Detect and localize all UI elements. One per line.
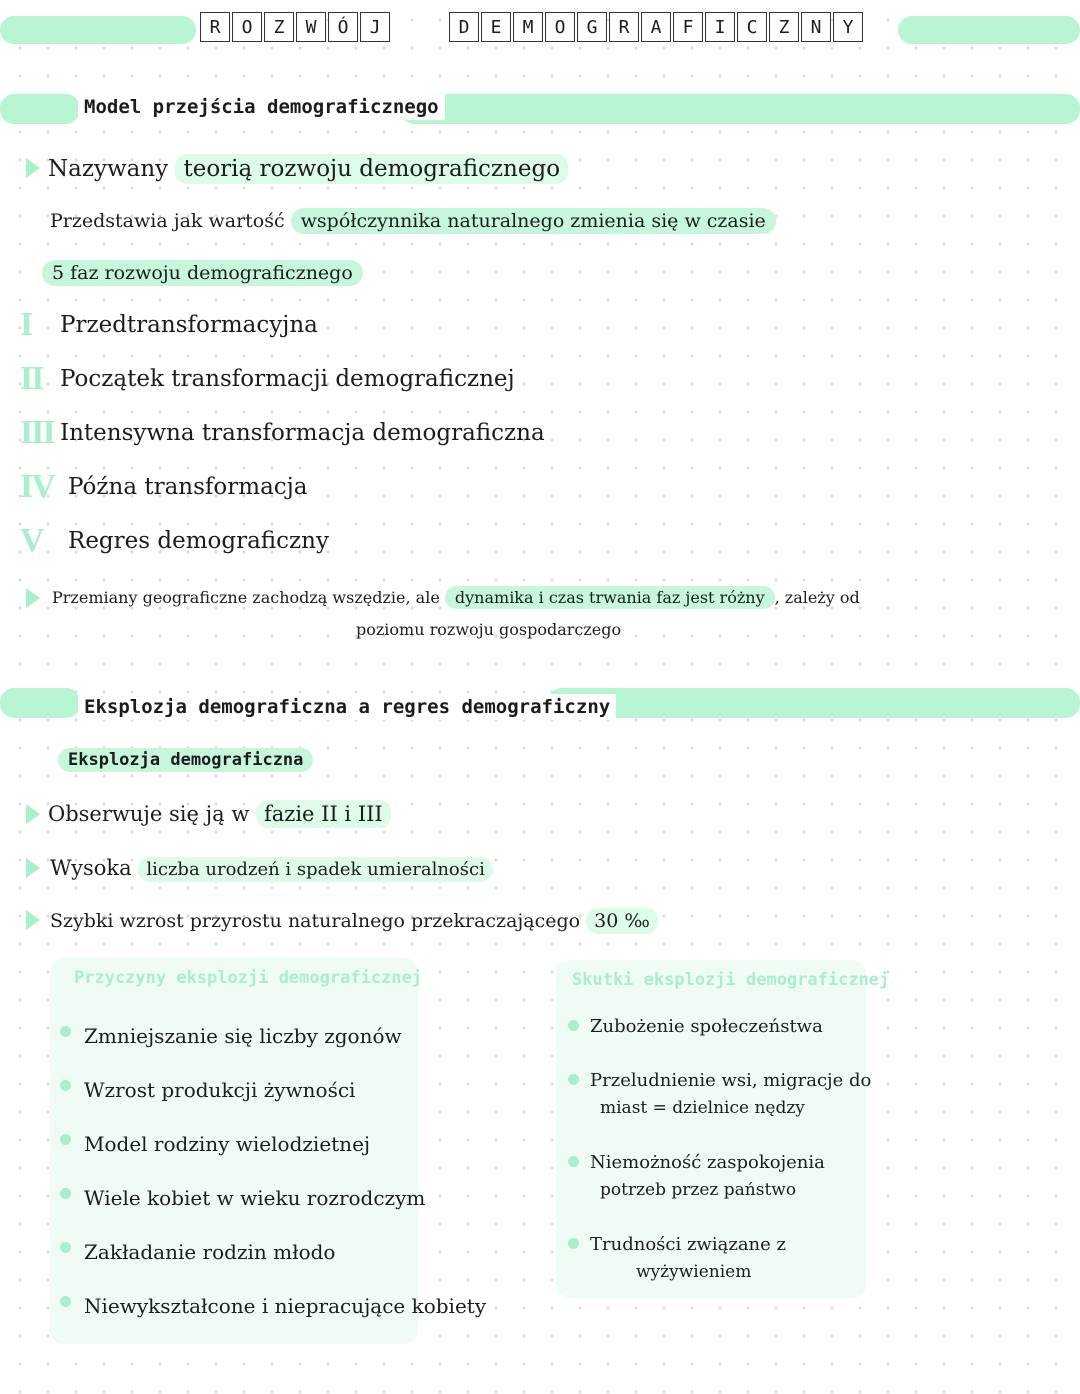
bullet-szybki <box>50 910 658 932</box>
bullet-wysoka-text: Wysoka <box>50 856 132 880</box>
bullet-dot-icon <box>60 1242 71 1253</box>
bullet-arrow-icon <box>26 910 40 930</box>
section2-bar-left <box>0 688 80 718</box>
bullet-obserwuje-highlight: fazie II i III <box>256 800 391 828</box>
cause-item: Model rodziny wielodzietnej <box>84 1132 371 1156</box>
bullet-obserwuje-text: Obserwuje się ją w <box>48 802 250 826</box>
section2-heading: Eksplozja demograficzna a regres demograficzny <box>78 694 616 720</box>
phase-label: Regres demograficzny <box>68 528 329 554</box>
section1-bar-left <box>0 94 80 124</box>
bullet-dot-icon <box>60 1080 71 1091</box>
title-letter-box: W <box>296 12 326 42</box>
bullet-dot-icon <box>568 1074 579 1085</box>
bullet-dot-icon <box>60 1188 71 1199</box>
note-end: , zależy od <box>774 588 860 607</box>
title-letter-box: M <box>513 12 543 42</box>
bullet-dot-icon <box>60 1134 71 1145</box>
bullet-dot-icon <box>60 1026 71 1037</box>
section1-bar-right <box>400 94 1080 124</box>
note-line2: poziomu rozwoju gospodarczego <box>356 620 622 639</box>
bullet-arrow-icon <box>26 588 40 608</box>
section2-bar-right <box>548 688 1080 718</box>
title-letter-box: D <box>449 12 479 42</box>
title-letter-box: Ó <box>328 12 358 42</box>
title-word-rozwoj <box>200 12 390 46</box>
title-letter-box: F <box>673 12 703 42</box>
title-letter-box: O <box>232 12 262 42</box>
effect-item-continued: wyżywieniem <box>636 1262 752 1282</box>
title-letter-box: I <box>705 12 735 42</box>
effect-item-continued: miast = dzielnice nędzy <box>600 1098 805 1118</box>
note-text: Przemiany geograficzne zachodzą wszędzie, ale <box>52 588 440 607</box>
phases-label-text: 5 faz rozwoju demograficznego <box>42 260 363 286</box>
phase-label: Późna transformacja <box>68 474 308 500</box>
cause-item: Zakładanie rodzin młodo <box>84 1240 336 1264</box>
cause-item: Wzrost produkcji żywności <box>84 1078 356 1102</box>
effect-item: Zubożenie społeczeństwa <box>590 1016 823 1037</box>
title-letter-box: Y <box>833 12 863 42</box>
title-letter-box: R <box>200 12 230 42</box>
bullet-arrow-icon <box>26 804 40 824</box>
phase-label: Intensywna transformacja demograficzna <box>60 420 545 446</box>
title-letter-box: A <box>641 12 671 42</box>
bullet-wysoka <box>50 856 493 880</box>
phases-label <box>42 262 363 284</box>
phase-number: V <box>20 522 43 559</box>
line-nazywany-highlight: teorią rozwoju demograficznego <box>175 154 568 184</box>
title-word-demograficzny <box>449 12 863 46</box>
title-letter-box: E <box>481 12 511 42</box>
bullet-dot-icon <box>568 1156 579 1167</box>
title-letter-box: C <box>737 12 767 42</box>
title-letter-box: G <box>577 12 607 42</box>
line-nazywany-text: Nazywany <box>48 156 169 182</box>
title-letter-box: J <box>360 12 390 42</box>
bullet-szybki-text: Szybki wzrost przyrostu naturalnego przekraczającego <box>50 910 581 932</box>
bullet-obserwuje <box>48 802 391 826</box>
note-highlight: dynamika i czas trwania faz jest różny <box>445 586 775 609</box>
bullet-wysoka-highlight: liczba urodzeń i spadek umieralności <box>138 857 493 882</box>
phase-number: I <box>20 306 32 343</box>
cause-item: Niewykształcone i niepracujące kobiety <box>84 1294 487 1318</box>
line-przedstawia <box>50 210 776 232</box>
effect-item: Przeludnienie wsi, migracje do <box>590 1070 872 1091</box>
sub-heading <box>58 750 313 770</box>
causes-title: Przyczyny eksplozji demograficznej <box>74 968 422 988</box>
bullet-szybki-highlight: 30 ‰ <box>586 908 658 934</box>
effects-title: Skutki eksplozji demograficznej <box>572 970 890 990</box>
title-letter-box: O <box>545 12 575 42</box>
title-letter-box: Z <box>264 12 294 42</box>
bullet-dot-icon <box>60 1296 71 1307</box>
effect-item-continued: potrzeb przez państwo <box>600 1180 797 1200</box>
phase-label: Początek transformacji demograficznej <box>60 366 515 392</box>
note-line1 <box>52 588 860 607</box>
bullet-dot-icon <box>568 1020 579 1031</box>
title-letter-box: N <box>801 12 831 42</box>
bullet-arrow-icon <box>26 858 40 878</box>
effect-item: Trudności związane z <box>590 1234 786 1255</box>
phase-label: Przedtransformacyjna <box>60 312 318 338</box>
effect-item: Niemożność zaspokojenia <box>590 1152 825 1173</box>
title-bar-right <box>898 16 1080 44</box>
cause-item: Zmniejszanie się liczby zgonów <box>84 1024 402 1048</box>
phase-number: II <box>20 360 43 397</box>
sub-heading-text: Eksplozja demograficzna <box>58 748 313 772</box>
cause-item: Wiele kobiet w wieku rozrodczym <box>84 1186 426 1210</box>
line-przedstawia-text: Przedstawia jak wartość <box>50 210 285 232</box>
phase-number: III <box>20 414 54 451</box>
title-letter-box: Z <box>769 12 799 42</box>
phase-number: IV <box>20 468 54 505</box>
bullet-dot-icon <box>568 1238 579 1249</box>
bullet-arrow-icon <box>26 158 40 178</box>
line-nazywany <box>48 156 568 182</box>
section1-heading: Model przejścia demograficznego <box>78 94 445 120</box>
title-letter-box: R <box>609 12 639 42</box>
line-przedstawia-highlight: współczynnika naturalnego zmienia się w czasie <box>291 208 776 234</box>
title-bar-left <box>0 16 196 44</box>
